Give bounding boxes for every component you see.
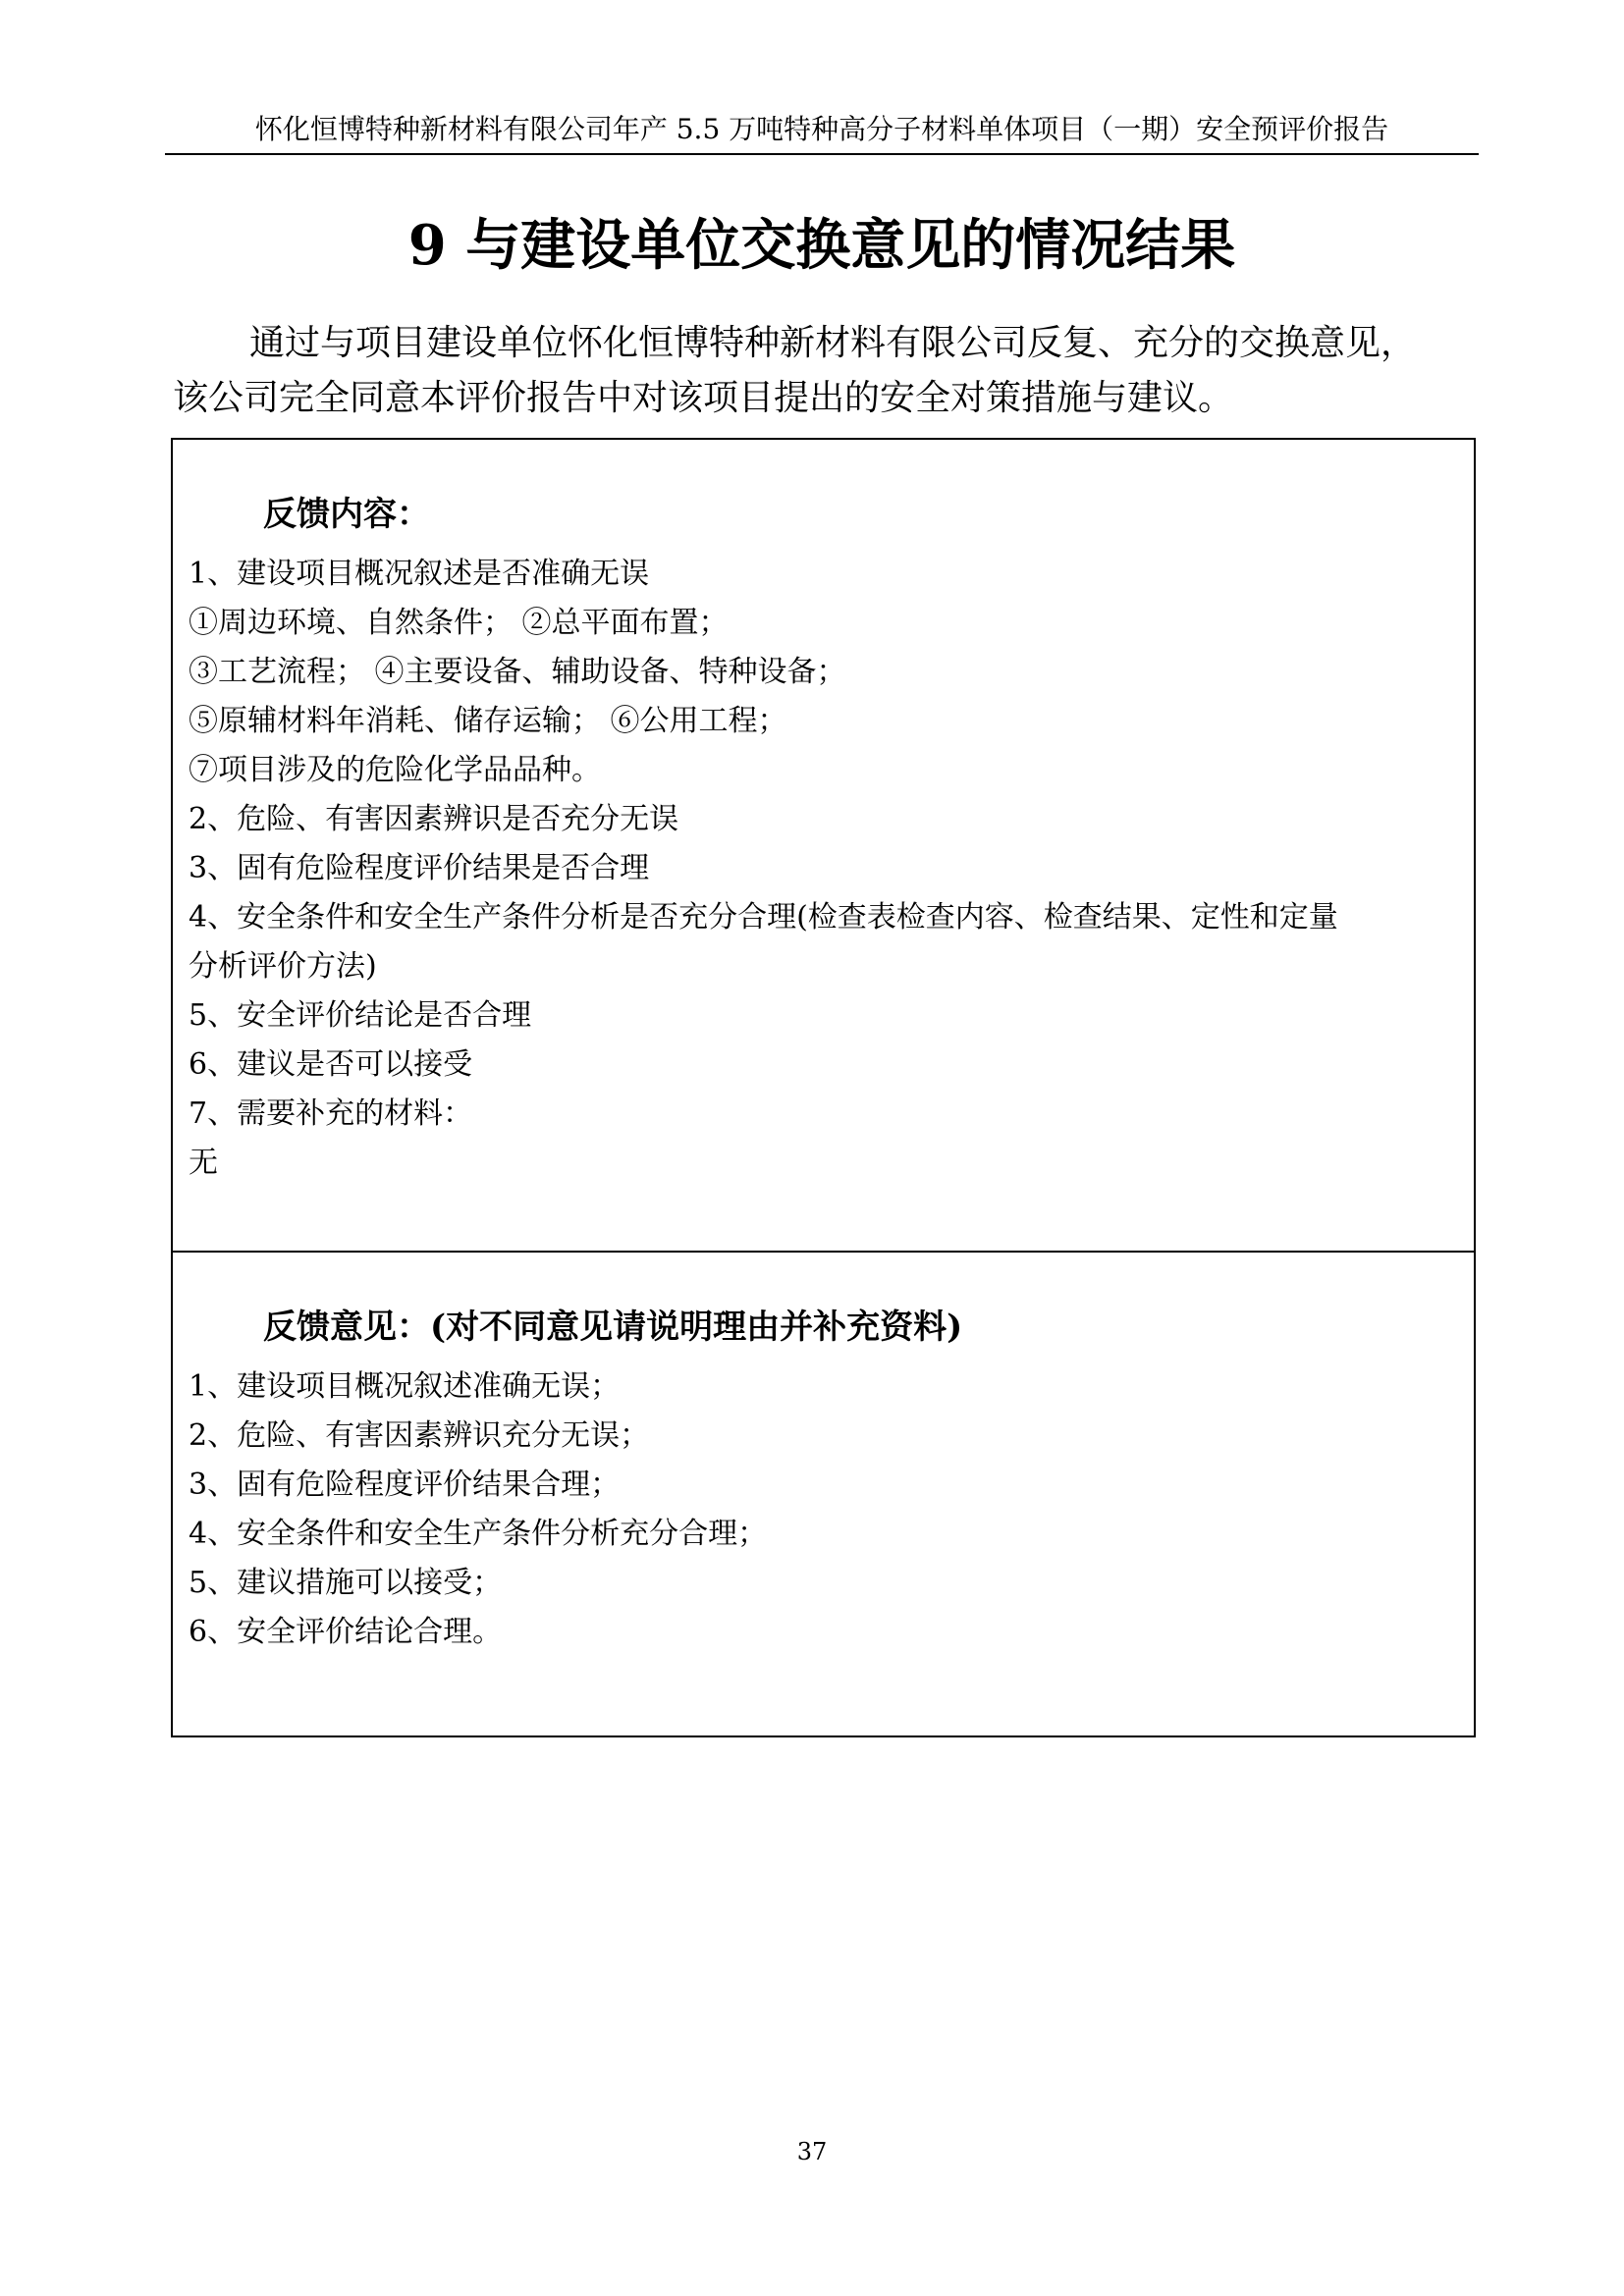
feedback-opinion-line: 1、建设项目概况叙述准确无误；	[189, 1369, 621, 1404]
feedback-content-line: ⑦项目涉及的危险化学品品种。	[189, 753, 601, 787]
feedback-content-line: 6、建议是否可以接受	[189, 1047, 473, 1082]
feedback-content-line: 分析评价方法)	[189, 949, 377, 984]
intro-line-2: 该公司完全同意本评价报告中对该项目提出的安全对策措施与建议。	[173, 378, 1234, 418]
feedback-opinion-heading: 反馈意见：(对不同意见请说明理由并补充资料)	[263, 1308, 963, 1347]
feedback-content-line: 无	[189, 1146, 218, 1180]
feedback-content-line: ①周边环境、自然条件； ②总平面布置；	[189, 606, 729, 640]
page-number: 37	[796, 2138, 828, 2165]
feedback-content-line: ⑤原辅材料年消耗、储存运输； ⑥公用工程；	[189, 704, 787, 738]
feedback-opinion-cell	[173, 1253, 1474, 1735]
feedback-table	[171, 438, 1476, 1737]
feedback-content-heading: 反馈内容：	[263, 495, 430, 534]
section-title: 9 与建设单位交换意见的情况结果	[407, 213, 1236, 278]
feedback-opinion-line: 4、安全条件和安全生产条件分析充分合理；	[189, 1517, 768, 1551]
feedback-opinion-line: 2、危险、有害因素辨识充分无误；	[189, 1418, 650, 1453]
feedback-opinion-list	[189, 1362, 1464, 1657]
page-header	[165, 114, 1479, 155]
intro-line-1: 通过与项目建设单位怀化恒博特种新材料有限公司反复、充分的交换意见，	[249, 323, 1417, 363]
feedback-content-list	[189, 550, 1464, 1188]
feedback-content-line: 4、安全条件和安全生产条件分析是否充分合理(检查表检查内容、检查结果、定性和定量	[189, 900, 1338, 934]
feedback-content-line: 5、安全评价结论是否合理	[189, 998, 532, 1033]
feedback-content-line: ③工艺流程； ④主要设备、辅助设备、特种设备；	[189, 655, 846, 689]
feedback-opinion-line: 5、建议措施可以接受；	[189, 1566, 503, 1600]
feedback-content-line: 2、危险、有害因素辨识是否充分无误	[189, 802, 679, 836]
feedback-opinion-line: 3、固有危险程度评价结果合理；	[189, 1468, 621, 1502]
feedback-content-line: 1、建设项目概况叙述是否准确无误	[189, 557, 650, 591]
feedback-content-line: 7、需要补充的材料：	[189, 1096, 473, 1131]
feedback-content-line: 3、固有危险程度评价结果是否合理	[189, 851, 650, 885]
feedback-opinion-line: 6、安全评价结论合理。	[189, 1615, 503, 1649]
header-text: 怀化恒博特种新材料有限公司年产 5.5 万吨特种高分子材料单体项目（一期）安全预评价报告	[254, 113, 1389, 145]
feedback-content-cell	[173, 440, 1474, 1253]
intro-paragraph	[173, 316, 1479, 426]
